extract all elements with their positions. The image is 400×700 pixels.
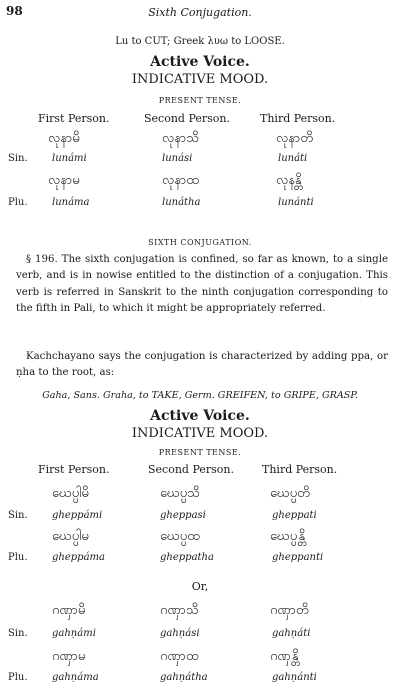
root-line-gaha: Gaha, Sans. Graha, to TAKE, Germ. GREIFEN, to GRIPE, GRASP. [42, 390, 358, 401]
translit-sin-1-c2: gahṇámi [52, 628, 96, 639]
translit-plu-2-a: lunátha [162, 197, 201, 208]
col-third-person-c: Third Person. [262, 463, 338, 476]
burmese-sin-1-c: ဃေပ္ပါမိ [52, 486, 89, 501]
row-label-plu-c: Plu. [8, 552, 28, 563]
burmese-plu-2-c: ဃေပ္ပထ [160, 529, 200, 544]
translit-sin-2-c2: gahṇási [160, 628, 200, 639]
paragraph-196-text: § 196. The sixth conjugation is confined, so far as known, to a single verb, and is in nowise entitled to the distinction of a conjugation. This verb is referred in Sanskrit to the ninth conjugation corresponding to the fifth in Pali, to which it might be appropriately referred. [16, 254, 388, 314]
translit-plu-3-c2: gahṇánti [272, 672, 317, 683]
translit-plu-1-a: lunáma [52, 197, 90, 208]
translit-plu-1-c2: gahṇáma [52, 672, 99, 683]
translit-sin-1-c: gheppámi [52, 510, 103, 521]
paragraph-kachchayano-text: Kachchayano says the conjugation is characterized by adding ppa, or ṇha to the root, as: [16, 351, 388, 379]
burmese-plu-1-c2: ဂဏှာမ [52, 649, 86, 664]
burmese-plu-1-a: လုနာမ [48, 173, 80, 188]
mood-heading-a: INDICATIVE MOOD. [131, 72, 269, 87]
translit-sin-2-a: lunási [162, 153, 193, 164]
burmese-sin-3-a: လုနာတိ [276, 131, 313, 146]
running-title: Sixth Conjugation. [148, 6, 252, 19]
translit-plu-3-a: lunánti [278, 197, 314, 208]
row-label-plu-a: Plu. [8, 197, 28, 208]
mood-heading-c: INDICATIVE MOOD. [131, 426, 269, 441]
burmese-sin-3-c: ဃေပ္ပတိ [270, 486, 310, 501]
translit-sin-1-a: lunámi [52, 153, 87, 164]
voice-heading-c: Active Voice. [150, 408, 250, 424]
burmese-sin-1-a: လုနာမိ [48, 131, 80, 146]
burmese-plu-3-c2: ဂဏှန္တိ [270, 649, 299, 664]
row-label-plu-c2: Plu. [8, 672, 28, 683]
translit-plu-2-c2: gahṇátha [160, 672, 208, 683]
translit-sin-2-c: gheppasi [160, 510, 206, 521]
translit-sin-3-c2: gahṇáti [272, 628, 311, 639]
root-line-lu: Lu to CUT; Greek λυω to LOOSE. [115, 36, 285, 47]
col-second-person-c: Second Person. [148, 463, 234, 476]
burmese-plu-3-c: ဃေပ္ပန္တိ [270, 529, 306, 544]
burmese-sin-2-c2: ဂဏှာသိ [160, 603, 199, 618]
tense-heading-a: PRESENT TENSE. [158, 96, 242, 105]
voice-heading-a: Active Voice. [150, 54, 250, 70]
col-first-person-a: First Person. [38, 112, 110, 125]
translit-plu-1-c: gheppáma [52, 552, 105, 563]
or-label: Or, [191, 580, 209, 593]
row-label-sin-c: Sin. [8, 510, 28, 521]
tense-heading-c: PRESENT TENSE. [158, 448, 242, 457]
page-number: 98 [6, 4, 23, 18]
translit-sin-3-c: gheppati [272, 510, 317, 521]
paragraph-196 [16, 252, 388, 317]
burmese-sin-3-c2: ဂဏှာတိ [270, 603, 309, 618]
translit-plu-2-c: gheppatha [160, 552, 214, 563]
col-third-person-a: Third Person. [260, 112, 336, 125]
burmese-plu-2-c2: ဂဏှာထ [160, 649, 199, 664]
row-label-sin-a: Sin. [8, 153, 28, 164]
translit-sin-3-a: lunáti [278, 153, 308, 164]
burmese-plu-2-a: လုနာထ [162, 173, 199, 188]
burmese-plu-1-c: ဃေပ္ပါမ [52, 529, 89, 544]
translit-plu-3-c: gheppanti [272, 552, 324, 563]
burmese-sin-1-c2: ဂဏှာမိ [52, 603, 86, 618]
burmese-sin-2-a: လုနာသိ [162, 131, 199, 146]
col-second-person-a: Second Person. [144, 112, 230, 125]
paragraph-kachchayano [16, 349, 388, 382]
burmese-sin-2-c: ဃေပ္ပသိ [160, 486, 200, 501]
col-first-person-c: First Person. [38, 463, 110, 476]
section-caption: SIXTH CONJUGATION. [148, 238, 252, 247]
row-label-sin-c2: Sin. [8, 628, 28, 639]
burmese-plu-3-a: လုနန္တိ [276, 173, 302, 188]
